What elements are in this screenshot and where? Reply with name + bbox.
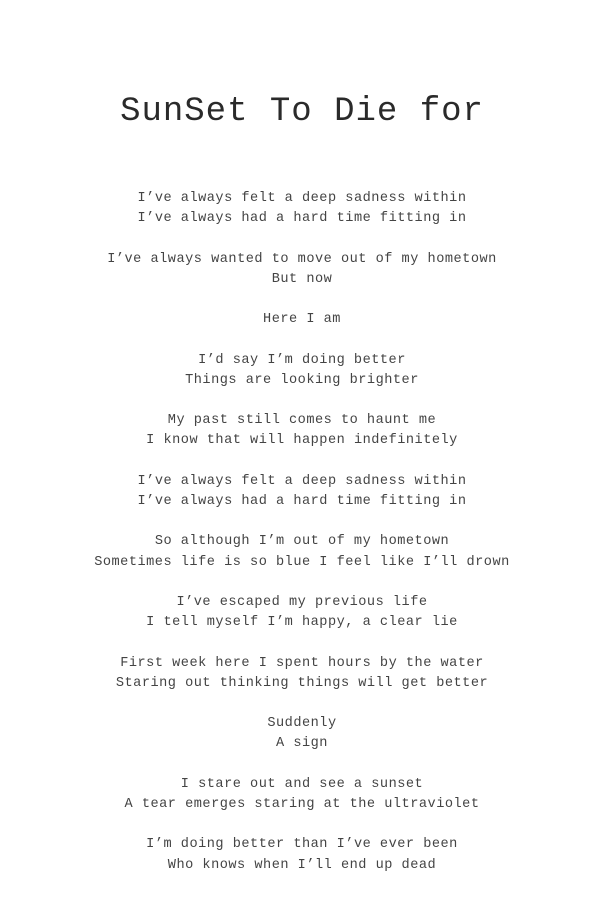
poem-line: My past still comes to haunt me (167, 413, 437, 429)
poem-line: Sometimes life is so blue I feel like I’ll drown (94, 554, 510, 570)
stanza (0, 532, 604, 572)
poem-line: A sign (276, 736, 328, 752)
poem-title: SunSet To Die for (120, 93, 484, 131)
poem-line: I’ve always felt a deep sadness within (137, 191, 467, 206)
stanza (0, 250, 604, 290)
stanza (0, 351, 604, 391)
poem-body (0, 189, 604, 896)
stanza (0, 775, 604, 815)
poem-line: So although I’m out of my hometown (154, 534, 450, 550)
poem-line: I’ve always had a hard time fitting in (137, 211, 467, 227)
poem-line: Who knows when I’ll end up dead (167, 857, 437, 873)
poem-line: Staring out thinking things will get better (115, 675, 489, 691)
stanza (0, 654, 604, 694)
poem-line: First week here I spent hours by the water (120, 655, 484, 671)
poem-line: I’ve always wanted to move out of my hometown (107, 251, 497, 267)
stanza (0, 714, 604, 754)
poem-line: I tell myself I’m happy, a clear lie (146, 615, 458, 631)
poem-line: I’d say I’m doing better (198, 352, 406, 368)
poem-line: I’m doing better than I’ve ever been (146, 837, 458, 853)
stanza (0, 835, 604, 875)
poem-line: I’ve escaped my previous life (176, 594, 428, 610)
poem-line: Things are looking brighter (185, 372, 419, 388)
poem-line: I know that will happen indefinitely (146, 433, 458, 449)
stanza (0, 593, 604, 633)
poem-line: But now (271, 271, 333, 287)
poem-line: A tear emerges staring at the ultraviolet (124, 796, 480, 812)
poem-line: Here I am (263, 312, 341, 328)
stanza (0, 411, 604, 451)
poem-line: I’ve always had a hard time fitting in (137, 493, 467, 509)
poem-line: I stare out and see a sunset (180, 776, 424, 792)
stanza (0, 310, 604, 330)
poem-line: I’ve always felt a deep sadness within (137, 473, 467, 489)
poem-line: Suddenly (267, 716, 337, 732)
stanza (0, 189, 604, 229)
stanza (0, 472, 604, 512)
